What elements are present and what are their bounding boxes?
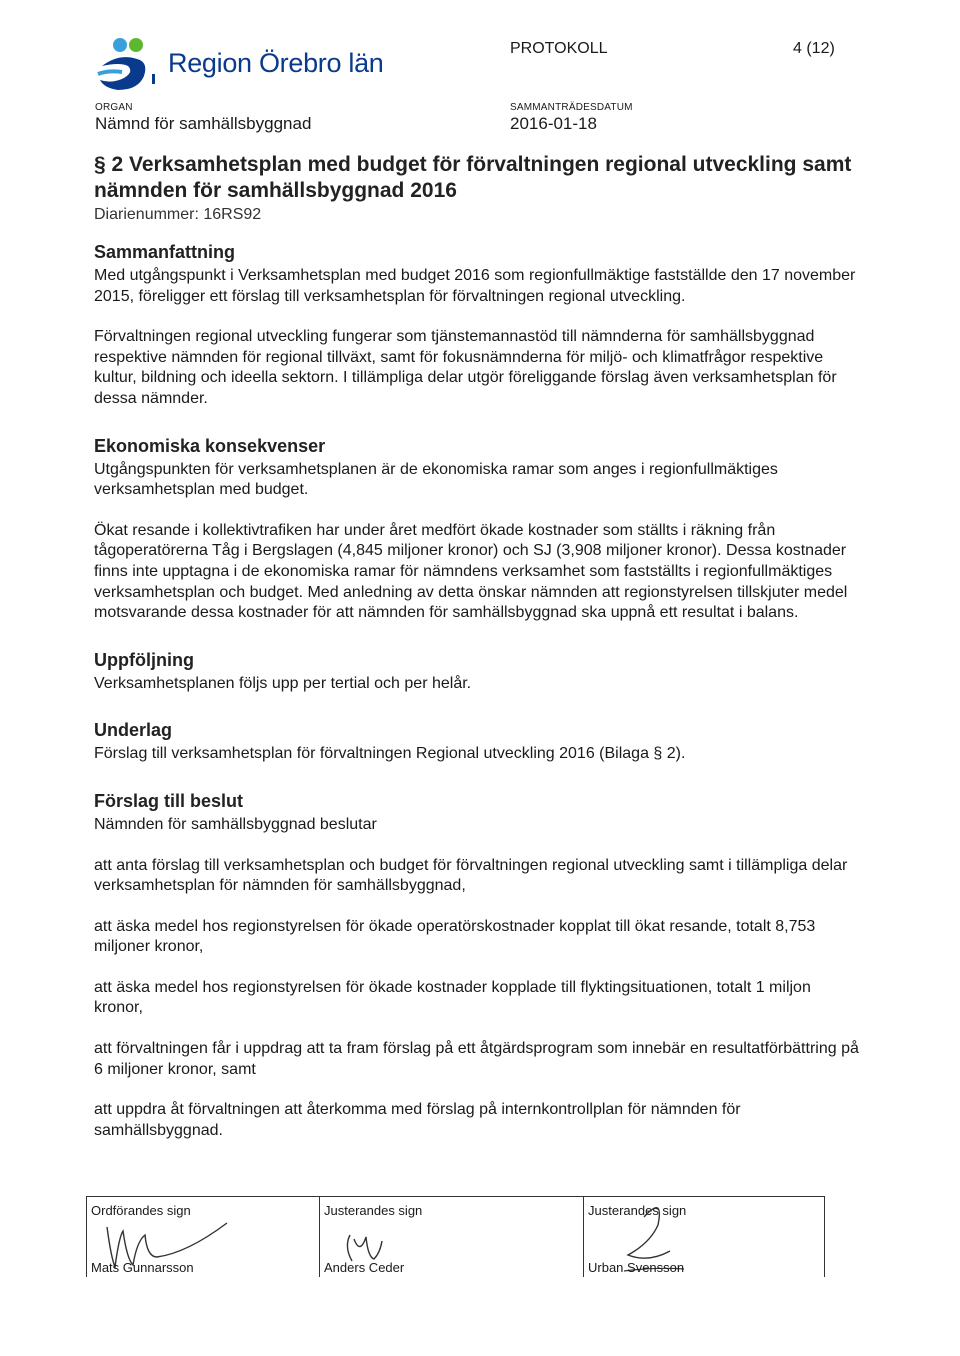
paragraph: Verksamhetsplanen följs upp per tertial och per helår. <box>94 674 472 692</box>
decision-item: att äska medel hos regionstyrelsen för ökade operatörskostnader kopplat till ökat resande, totalt 8,753 miljoner kronor, <box>94 917 816 956</box>
signature-table <box>86 1196 823 1278</box>
signature-name: Mats Gunnarsson <box>91 1260 194 1275</box>
decision-item: att uppdra åt förvaltningen att återkomma med förslag på internkontrollplan för nämnden för samhällsbyggnad. <box>94 1101 741 1139</box>
region-logo-icon <box>94 36 166 96</box>
document-body <box>94 152 864 1161</box>
meeting-date-value: 2016-01-18 <box>510 114 597 133</box>
heading-uppfoljning: Uppföljning <box>94 649 194 670</box>
signature-label: Ordförandes sign <box>91 1203 191 1218</box>
decision-item: att anta förslag till verksamhetsplan och budget för förvaltningen regional utveckling samt i tillämpliga delar verksamhetsplan för nämnden för samhällsbyggnad, <box>94 856 848 895</box>
paragraph: Ökat resande i kollektivtrafiken har under året medfört ökade kostnader som ställts i räkning från tågoperatörerna Tåg i Bergslagen (4,845 miljoner kronor) och SJ (3,908 miljoner kronor). Dessa kostnader finns inte upptagna i de ekonomiska ramar för nämndens verksamhet som fastställts i regionfullmäktiges verksamhetsplan och budget. Med anledning av detta önskar nämnden att regionstyrelsen tillskjuter medel motsvarande dessa kostnader för att nämnden för samhällsbyggnad ska uppnå ett resultat i balans. <box>94 521 848 622</box>
signature-box-chair <box>86 1196 320 1277</box>
paragraph: Förslag till verksamhetsplan för förvaltningen Regional utveckling 2016 (Bilaga § 2). <box>94 745 686 763</box>
page-number: 4 (12) <box>793 40 835 57</box>
signature-name: Anders Ceder <box>324 1260 405 1275</box>
diarienummer: Diarienummer: 16RS92 <box>94 206 262 223</box>
paragraph: Med utgångspunkt i Verksamhetsplan med budget 2016 som regionfullmäktige fastställde den 17 november 2015, föreligger ett förslag till verksamhetsplan för förvaltningen regional utveckling. <box>94 267 856 305</box>
paragraph: Utgångspunkten för verksamhetsplanen är de ekonomiska ramar som anges i regionfullmäktiges verksamhetsplan med budget. <box>94 460 778 499</box>
region-name: Region Örebro län <box>168 48 384 78</box>
heading-ekonomiska-konsekvenser: Ekonomiska konsekvenser <box>94 435 326 456</box>
organ-value: Nämnd för samhällsbyggnad <box>95 114 312 133</box>
paragraph: Förvaltningen regional utveckling fungerar som tjänstemannastöd till nämnderna för samhällsbyggnad respektive nämnden för regional tillväxt, samt för fokusnämnderna för miljö- och klimatfrågor respektive kultur, bildning och ideella sektorn. I tillämpliga delar utgör föreliggande förslag även verksamhetsplan för dessa nämnder. <box>94 328 837 407</box>
region-logo <box>94 36 394 96</box>
signature-name: Urban Svensson <box>588 1260 685 1275</box>
meeting-date-label: SAMMANTRÄDESDATUM <box>510 102 633 113</box>
organ-label: ORGAN <box>95 102 133 113</box>
decision-item: att förvaltningen får i uppdrag att ta fram förslag på ett åtgärdsprogram som innebär en resultatförbättring på 6 miljoner kronor, samt <box>94 1040 859 1078</box>
heading-underlag: Underlag <box>94 720 173 741</box>
heading-sammanfattning: Sammanfattning <box>94 242 236 262</box>
heading-forslag-till-beslut: Förslag till beslut <box>94 790 244 811</box>
document-type: PROTOKOLL <box>510 40 608 57</box>
section-title: § 2 Verksamhetsplan med budget för förvaltningen regional utveckling samt nämnden för samhällsbyggnad 2016 <box>94 153 852 202</box>
paragraph: Nämnden för samhällsbyggnad beslutar <box>94 815 377 833</box>
signature-box-adjuster-2 <box>583 1196 825 1277</box>
signature-box-adjuster-1 <box>319 1196 584 1277</box>
decision-item: att äska medel hos regionstyrelsen för ökade kostnader kopplade till flyktingsituationen, totalt 1 miljon kronor, <box>94 978 811 1017</box>
signature-label: Justerandes sign <box>324 1203 423 1218</box>
signature-label: Justerandes sign <box>588 1203 687 1218</box>
